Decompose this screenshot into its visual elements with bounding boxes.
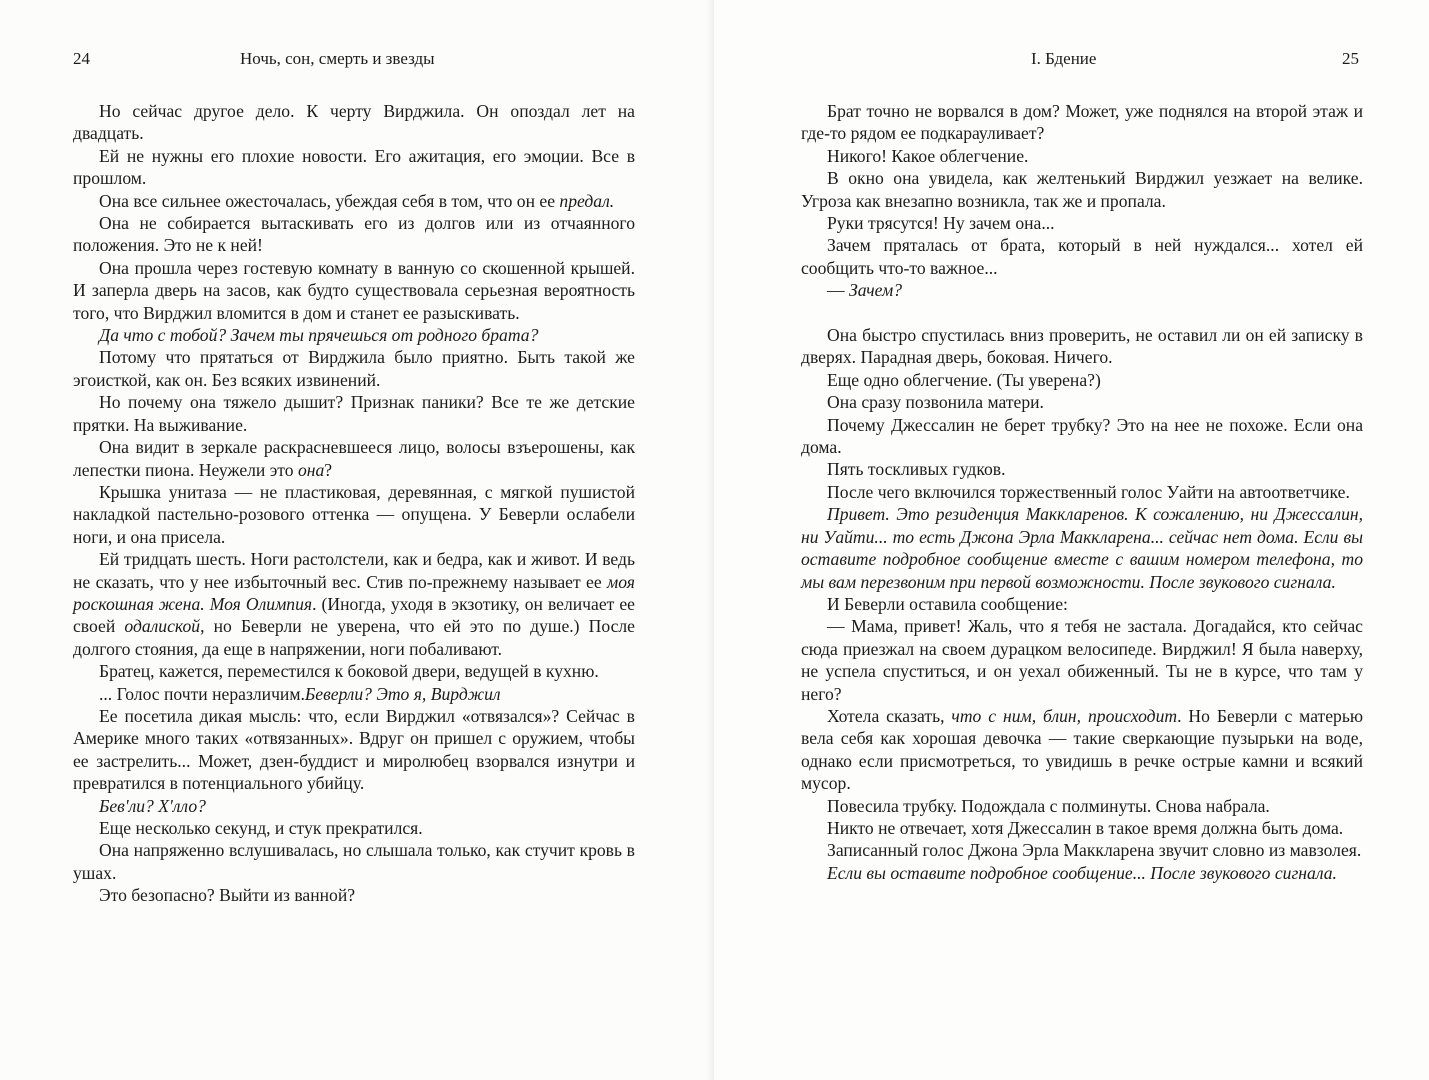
text-run: Никого! Какое облегчение. <box>827 145 1029 166</box>
paragraph <box>73 705 635 795</box>
right-page-number: 25 <box>1342 49 1359 68</box>
paragraph <box>801 615 1363 705</box>
paragraph <box>73 436 635 481</box>
paragraph <box>73 683 635 705</box>
text-run: Ей не нужны его плохие новости. Его ажитация, его эмоции. Все в прошлом. <box>73 145 635 189</box>
paragraph <box>73 212 635 257</box>
text-run: Ее посетила дикая мысль: что, если Вирджил «отвязался»? Сейчас в Америке много таких «отвязанных». Вдруг он пришел с оружием, чтобы ее застрелить... Может, дзен-буддист и миролюбец взорвался изнутри и превратился в потенциального убийцу. <box>73 705 635 794</box>
paragraph <box>801 369 1363 391</box>
paragraph <box>801 862 1363 884</box>
paragraph <box>73 257 635 324</box>
text-run: ... Голос почти неразличим. <box>99 683 305 704</box>
paragraph <box>73 324 635 346</box>
text-run: Она все сильнее ожесточалась, убеждая себя в том, что он ее <box>99 190 560 211</box>
text-run: Потому что прятаться от Вирджила было приятно. Быть такой же эгоисткой, как он. Без всяких извинений. <box>73 347 635 390</box>
paragraph <box>73 839 635 884</box>
paragraph <box>801 100 1363 145</box>
text-run: Руки трясутся! Ну зачем она... <box>827 213 1055 234</box>
paragraph <box>73 660 635 682</box>
right-page-text <box>801 100 1363 884</box>
italic-run: Да что с тобой? Зачем ты прячешься от родного брата? <box>99 325 539 346</box>
text-run: Пять тоскливых гудков. <box>827 459 1006 480</box>
text-run: Почему Джессалин не берет трубку? Это на нее не похоже. Если она дома. <box>801 414 1363 458</box>
text-run: Зачем пряталась от брата, который в ней нуждался... хотел ей сообщить что-то важное... <box>801 235 1363 278</box>
text-run: И Беверли оставила сообщение: <box>827 593 1068 614</box>
paragraph <box>801 817 1363 839</box>
paragraph <box>73 481 635 548</box>
italic-run: Беверли? Это я, Вирджил <box>304 683 501 704</box>
text-run: Она видит в зеркале раскрасневшееся лицо, волосы взъерошены, как лепестки пиона. Неужели это <box>73 437 635 480</box>
paragraph <box>801 167 1363 212</box>
paragraph <box>801 458 1363 480</box>
right-running-title: I. Бдение <box>1031 49 1097 68</box>
italic-run: что с ним, блин, происходит <box>951 705 1178 726</box>
paragraph <box>801 212 1363 234</box>
paragraph <box>801 593 1363 615</box>
text-run: — <box>827 280 849 301</box>
text-run: Еще несколько секунд, и стук прекратился. <box>99 818 423 838</box>
italic-run: одалиской <box>124 616 201 637</box>
italic-run: моя роскошная жена. Моя Олимпия <box>73 571 635 614</box>
italic-run: она <box>297 459 325 480</box>
paragraph <box>801 481 1363 503</box>
text-run: Она сразу позвонила матери. <box>827 392 1044 413</box>
text-run: Она быстро спустилась вниз проверить, не оставил ли он ей записку в дверях. Парадная дверь, боковая. Ничего. <box>801 325 1363 368</box>
text-run: Она прошла через гостевую комнату в ванную со скошенной крышей. И заперла дверь на засов, как будто существовала серьезная вероятность того, что Вирджил вломится в дом и станет ее разыскивать. <box>73 257 635 323</box>
italic-run: предал. <box>559 190 615 211</box>
paragraph <box>801 795 1363 817</box>
text-run: Хотела сказать, <box>827 705 952 726</box>
text-run: Братец, кажется, переместился к боковой двери, ведущей в кухню. <box>99 661 599 682</box>
text-run: — Мама, привет! Жаль, что я тебя не застала. Догадайся, кто сейчас сюда приезжал на своем дурацком велосипеде. Вирджил! Я была наверху, не успела спуститься, и он уехал обиженный. Ты не в курсе, что там у него? <box>801 616 1363 704</box>
text-run: В окно она увидела, как желтенький Вирджил уезжает на велике. Угроза как внезапно возникла, так же и пропала. <box>801 168 1363 211</box>
paragraph <box>73 795 635 817</box>
paragraph <box>73 884 635 906</box>
paragraph <box>73 100 635 145</box>
paragraph <box>801 705 1363 795</box>
paragraph <box>801 145 1363 167</box>
italic-run: Зачем? <box>849 280 903 301</box>
text-run: Она не собирается вытаскивать его из долгов или из отчаянного положения. Это не к ней! <box>73 213 635 256</box>
paragraph <box>801 414 1363 459</box>
paragraph <box>801 839 1363 861</box>
text-run: Еще одно облегчение. (Ты уверена?) <box>827 369 1101 390</box>
italic-run: Если вы оставите подробное сообщение... После звукового сигнала. <box>827 862 1337 883</box>
paragraph <box>73 190 635 212</box>
text-run: Никто не отвечает, хотя Джессалин в такое время должна быть дома. <box>827 817 1344 838</box>
paragraph <box>801 324 1363 369</box>
text-run: , но Беверли не уверена, что ей это по душе.) После долгого стояния, да еще в напряжении, ноги побаливают. <box>73 616 635 659</box>
text-run: Она напряженно вслушивалась, но слышала только, как стучит кровь в ушах. <box>73 840 635 883</box>
paragraph <box>801 391 1363 413</box>
text-run: После чего включился торжественный голос Уайти на автоответчике. <box>827 481 1350 502</box>
paragraph <box>73 145 635 190</box>
text-run: Крышка унитаза — не пластиковая, деревянная, с мягкой пушистой накладкой пастельно-розового оттенка — опущена. У Беверли ослабели ноги, и она присела. <box>73 481 635 547</box>
paragraph <box>801 234 1363 279</box>
italic-run: Бев'ли? Х'лло? <box>99 795 206 816</box>
paragraph <box>73 548 635 660</box>
paragraph <box>73 346 635 391</box>
text-run: . Но Беверли с матерью вела себя как хорошая девочка — такие сверкающие пузырьки на воде, однако если присмотреться, то увидишь в речке острые камни и всякий мусор. <box>801 705 1364 794</box>
text-run: Ей тридцать шесть. Ноги растолстели, как и бедра, как и живот. И ведь не сказать, что у нее избыточный вес. Стив по-прежнему называет ее <box>73 549 635 592</box>
paragraph <box>801 503 1363 593</box>
text-run: Это безопасно? Выйти из ванной? <box>99 885 356 906</box>
text-run: Брат точно не ворвался в дом? Может, уже поднялся на второй этаж и где-то рядом ее подкарауливает? <box>801 101 1363 144</box>
paragraph <box>73 817 635 839</box>
left-page-text <box>73 100 635 907</box>
text-run: Но сейчас другое дело. К черту Вирджила. Он опоздал лет на двадцать. <box>73 101 635 144</box>
left-page-number: 24 <box>73 49 90 68</box>
paragraph <box>801 279 1363 301</box>
text-run: ? <box>324 459 333 480</box>
left-running-title: Ночь, сон, смерть и звезды <box>240 49 435 68</box>
text-run: Повесила трубку. Подождала с полминуты. Снова набрала. <box>827 795 1270 816</box>
paragraph <box>73 391 635 436</box>
left-page <box>0 0 714 1080</box>
italic-run: Привет. Это резиденция Маккларенов. К сожалению, ни Джессалин, ни Уайти... то есть Джона Эрла Маккларена... сейчас нет дома. Если вы оставите подробное сообщение вместе с вашим номером телефона, то мы вам перезвоним при первой возможности. После звукового сигнала. <box>801 504 1363 592</box>
text-run: Но почему она тяжело дышит? Признак паники? Все те же детские прятки. На выживание. <box>73 392 635 435</box>
text-run: . (Иногда, уходя в экзотику, он величает ее своей <box>73 593 635 637</box>
text-run: Записанный голос Джона Эрла Маккларена звучит словно из мавзолея. <box>827 840 1362 861</box>
